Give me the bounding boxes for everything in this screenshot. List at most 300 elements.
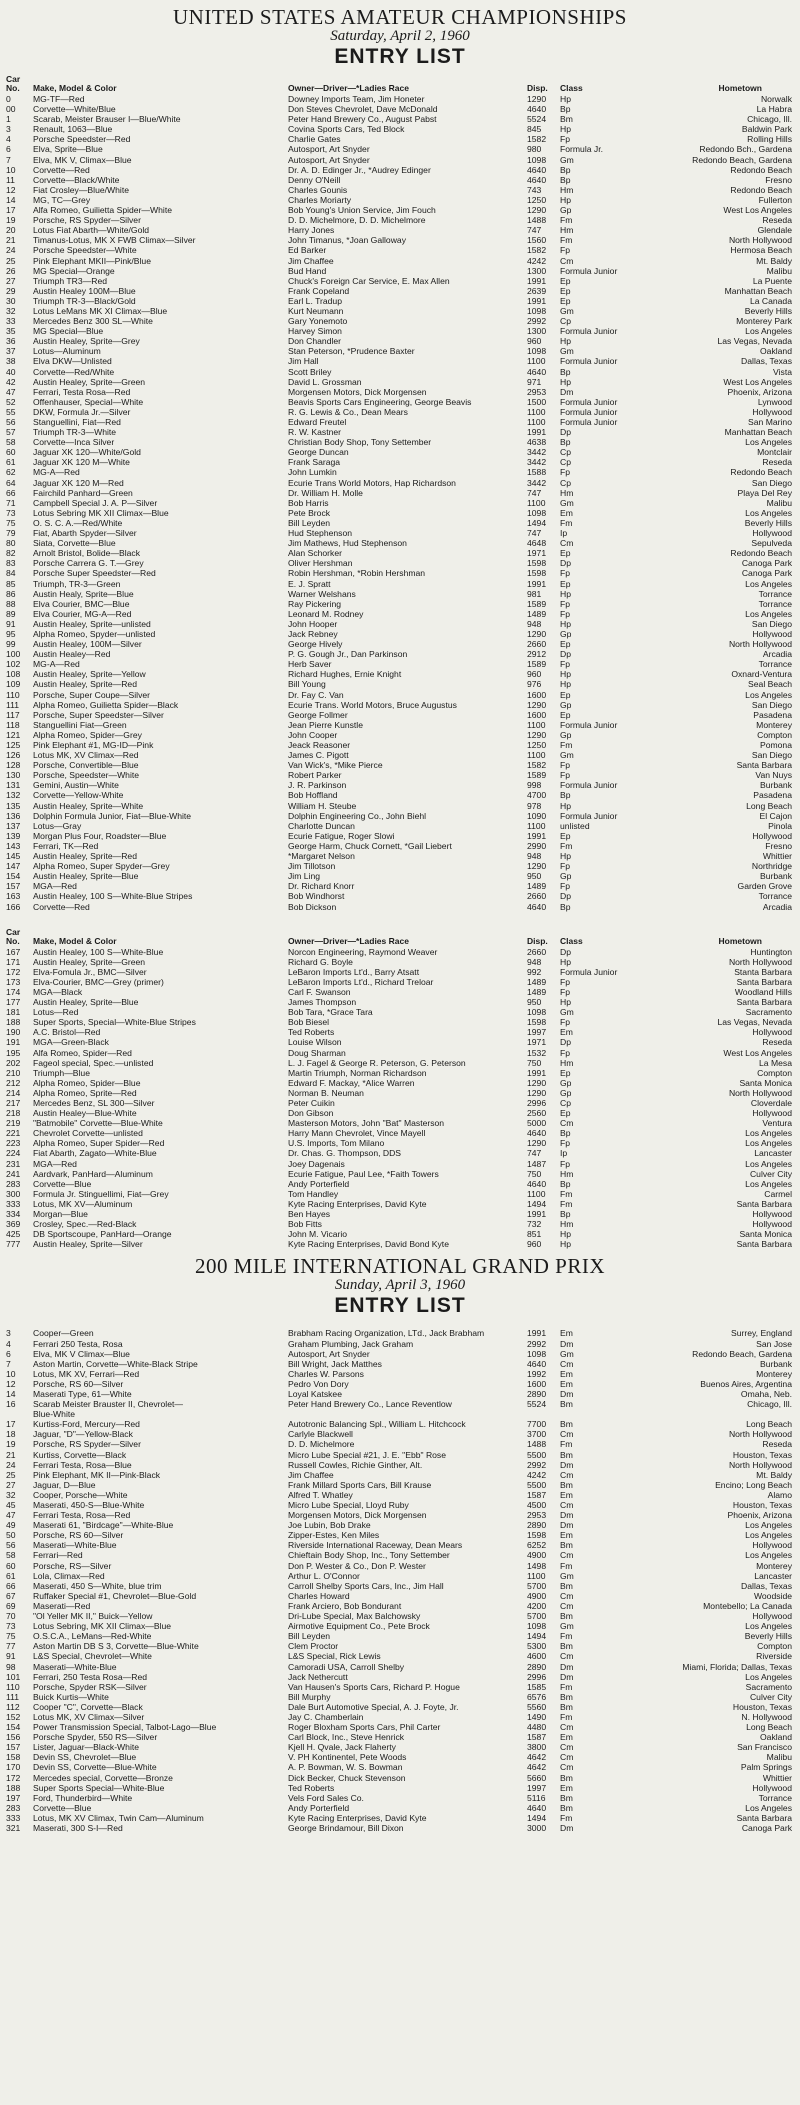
table-row [0, 1480, 800, 1490]
table-row [0, 1439, 800, 1449]
hometown: Houston, Texas [732, 1449, 792, 1460]
car-number: 66 [6, 487, 16, 498]
owner-driver: John Timanus, *Joan Galloway [288, 235, 406, 246]
owner-driver: R. G. Lewis & Co., Dean Mears [288, 406, 408, 417]
car-number: 210 [6, 1067, 21, 1078]
class: Bm [560, 1792, 573, 1803]
hometown: Redondo Bch., Gardena [699, 144, 792, 155]
class: Fp [560, 659, 571, 670]
car-number: 11 [6, 174, 15, 185]
displacement: 4640 [527, 1128, 547, 1139]
class: Gp [560, 871, 572, 882]
displacement: 1100 [527, 406, 546, 417]
hometown: Las Vegas, Nevada [717, 336, 792, 347]
make-model-color: MG, TC—Grey [33, 194, 91, 205]
car-number: 137 [6, 820, 21, 831]
make-model-color: Maserati, 450-S—Blue-White [33, 1500, 145, 1510]
table-row [0, 639, 800, 649]
hometown: Pasadena [753, 709, 792, 720]
class: Em [560, 507, 573, 518]
car-number: 73 [6, 1621, 16, 1632]
hometown: San Francisco [737, 1742, 792, 1753]
class: Gm [560, 1007, 574, 1018]
displacement: 950 [527, 871, 542, 882]
table-row [0, 1339, 800, 1349]
displacement: 2912 [527, 649, 547, 660]
class: Fm [560, 840, 573, 851]
make-model-color: Porsche Super Speedster—Red [33, 568, 156, 579]
car-number: 212 [6, 1077, 21, 1088]
hometown: Fresno [765, 840, 792, 851]
car-number: 24 [6, 1459, 16, 1470]
table-row [0, 1108, 800, 1118]
car-number: 27 [6, 275, 16, 286]
make-model-color: Corvette—Blue [33, 1802, 92, 1813]
displacement: 971 [527, 376, 542, 387]
table-row [0, 1682, 800, 1692]
owner-driver: Ecurie Trans World Motors, Hap Richardson [288, 477, 456, 488]
car-number: 33 [6, 316, 16, 327]
table-row [0, 997, 800, 1007]
table-row [0, 669, 800, 679]
owner-driver: James Thompson [288, 997, 357, 1008]
table-row [0, 821, 800, 831]
car-number: 126 [6, 750, 21, 761]
owner-driver: Don Chandler [288, 336, 342, 347]
displacement: 1532 [527, 1047, 547, 1058]
hometown: Los Angeles [745, 1178, 792, 1189]
hometown: Beverly Hills [744, 305, 792, 316]
make-model-color: Austin Healey, Sprite—Red [33, 679, 137, 690]
owner-driver: Graham Plumbing, Jack Graham [288, 1338, 414, 1349]
car-number: 154 [6, 871, 21, 882]
car-number: 195 [6, 1047, 21, 1058]
class: Gm [560, 497, 574, 508]
class: Fm [560, 517, 573, 528]
displacement: 1098 [527, 305, 547, 316]
make-model-color: Porsche Speedster—Red [33, 134, 131, 145]
make-model-color: Ferrari 250 Testa, Rosa [33, 1338, 123, 1349]
class: Dm [560, 1823, 574, 1833]
table-row [0, 528, 800, 538]
displacement: 1290 [527, 94, 547, 104]
table-row [0, 256, 800, 266]
displacement: 1290 [527, 628, 547, 639]
class: Fm [560, 1198, 573, 1209]
car-number: 66 [6, 1580, 16, 1591]
owner-driver: Micro Lube Special, Lloyd Ruby [288, 1500, 409, 1510]
hometown: Ventura [762, 1118, 792, 1129]
owner-driver: Ray Pickering [288, 598, 342, 609]
table-row [0, 417, 800, 427]
displacement: 2953 [527, 1510, 547, 1521]
owner-driver: John M. Vicario [288, 1229, 348, 1240]
make-model-color: Austin Healey, 100 S—White-Blue Stripes [33, 891, 193, 902]
hometown: Hollywood [752, 830, 792, 841]
class: Ip [560, 528, 568, 539]
col-disp: Disp. [527, 83, 548, 93]
make-model-color: Corvette—Blue [33, 1178, 92, 1189]
owner-driver: Russell Cowles, Richie Ginther, Alt. [288, 1459, 423, 1470]
displacement: 1494 [527, 1631, 547, 1642]
owner-driver: Jim Chaffee [288, 255, 334, 266]
table-row [0, 165, 800, 175]
displacement: 1494 [527, 517, 547, 528]
hometown: Torrance [758, 598, 792, 609]
table-row [0, 947, 800, 957]
make-model-color: Timanus-Lotus, MK X FWB Climax—Silver [33, 235, 196, 246]
car-number: 112 [6, 1701, 20, 1712]
class: Fp [560, 881, 571, 892]
displacement: 851 [527, 1229, 542, 1240]
hometown: Phoenix, Arizona [727, 1510, 792, 1521]
owner-driver: Warner Welshans [288, 588, 356, 599]
make-model-color: Corvette—Yellow-White [33, 790, 124, 801]
class: Em [560, 1368, 573, 1379]
displacement: 1500 [527, 396, 547, 407]
table-row [0, 957, 800, 967]
displacement: 2660 [527, 891, 547, 902]
car-number: 157 [6, 1742, 21, 1753]
class: Formula Junior [560, 396, 618, 407]
table-row [0, 720, 800, 730]
make-model-color: Austin Healey, Sprite—Blue [33, 997, 139, 1008]
displacement: 732 [527, 1219, 542, 1230]
displacement: 4640 [527, 1178, 547, 1189]
table-row [0, 1752, 800, 1762]
make-model-color: Triumph TR-3—Black/Gold [33, 295, 136, 306]
hometown: Culver City [749, 1691, 792, 1702]
owner-driver: Edward F. Mackay, *Alice Warren [288, 1077, 415, 1088]
class: Cm [560, 1358, 574, 1369]
make-model-color: Power Transmission Special, Talbot-Lago—Blue [33, 1722, 217, 1733]
table-row [0, 508, 800, 518]
car-number: 172 [6, 966, 21, 977]
hometown: Surrey, England [731, 1328, 792, 1339]
class: Hp [560, 997, 571, 1008]
table-row [0, 1219, 800, 1229]
table-row [0, 276, 800, 286]
make-model-color: Elva DKW—Unlisted [33, 356, 112, 367]
car-number: 95 [6, 628, 16, 639]
owner-driver: Autosport, Art Snyder [288, 144, 370, 155]
hometown: Miami, Florida; Dallas, Texas [682, 1661, 792, 1672]
make-model-color: Fairchild Panhard—Green [33, 487, 133, 498]
hometown: Santa Barbara [736, 760, 792, 771]
table-row [0, 195, 800, 205]
displacement: 5660 [527, 1772, 547, 1783]
hometown: San Diego [751, 699, 792, 710]
table-row [0, 245, 800, 255]
car-number: 166 [6, 901, 21, 912]
displacement: 1100 [527, 1188, 546, 1199]
owner-driver: Charlie Gates [288, 134, 341, 145]
hometown: Torrance [758, 1792, 792, 1803]
displacement: 1498 [527, 1560, 547, 1571]
hometown: Monterey [756, 719, 792, 730]
owner-driver: John Lumkin [288, 467, 337, 478]
class: Ep [560, 295, 571, 306]
hometown: Torrance [758, 659, 792, 670]
displacement: 1098 [527, 154, 547, 165]
owner-driver: Charlotte Duncan [288, 820, 355, 831]
table-row [0, 124, 800, 134]
section3-subtitle: Sunday, April 3, 1960 [334, 1277, 466, 1294]
displacement: 1598 [527, 568, 547, 579]
table-row [0, 1328, 800, 1338]
car-number: 0 [6, 94, 11, 104]
section3-title: 200 MILE INTERNATIONAL GRAND PRIX [194, 1254, 606, 1279]
class: Ep [560, 709, 571, 720]
class: Fp [560, 1017, 571, 1028]
car-number: 223 [6, 1138, 21, 1149]
make-model-color: Porsche Speedster—White [33, 245, 137, 256]
table-row [0, 1490, 800, 1500]
car-number: 197 [6, 1792, 21, 1803]
hometown: Los Angeles [745, 1671, 792, 1682]
displacement: 6576 [527, 1691, 547, 1702]
class: Fm [560, 1681, 573, 1692]
displacement: 1290 [527, 1087, 547, 1098]
owner-driver: Bud Hand [288, 265, 327, 276]
hometown: Vista [773, 366, 792, 377]
displacement: 1100 [527, 750, 546, 761]
table-row [0, 1389, 800, 1399]
class: Em [560, 1782, 573, 1793]
hometown: Redondo Beach, Gardena [692, 1348, 792, 1359]
make-model-color: Buick Kurtis—White [33, 1691, 109, 1702]
class: Cp [560, 477, 571, 488]
displacement: 948 [527, 618, 542, 629]
owner-driver: Don Steves Chevrolet, Dave McDonald [288, 104, 438, 115]
owner-driver: Ed Barker [288, 245, 327, 256]
hometown: Alamo [767, 1489, 792, 1500]
displacement: 1991 [527, 427, 547, 438]
owner-driver: Ben Hayes [288, 1209, 331, 1220]
hometown: Malibu [766, 1752, 792, 1763]
owner-driver: Camoradi USA, Carroll Shelby [288, 1661, 405, 1672]
class: Ip [560, 1148, 568, 1159]
class: Gm [560, 305, 574, 316]
table-row [0, 1179, 800, 1189]
class: Cm [560, 1752, 574, 1763]
hometown: Dallas, Texas [741, 356, 792, 367]
class: Ep [560, 275, 571, 286]
class: Ep [560, 285, 571, 296]
class: Dm [560, 1671, 574, 1682]
make-model-color: Aston Martin DB S 3, Corvette—Blue-White [33, 1641, 199, 1652]
col-make: Make, Model & Color [33, 935, 117, 946]
hometown: Los Angeles [745, 326, 792, 337]
displacement: 4642 [527, 1752, 547, 1763]
table-row [0, 710, 800, 720]
car-number: 110 [6, 689, 20, 700]
displacement: 5116 [527, 1792, 546, 1803]
hometown: Cloverdale [750, 1098, 792, 1108]
owner-driver: Dri-Lube Special, Max Balchowsky [288, 1611, 421, 1622]
owner-driver: Dolphin Engineering Co., John Biehl [288, 810, 427, 821]
owner-driver: Charles Howard [288, 1590, 350, 1601]
owner-driver: Micro Lube Special #21, J. E. "Ebb" Rose [288, 1449, 447, 1460]
table-row [0, 831, 800, 841]
class: Cm [560, 1469, 574, 1480]
table-row [0, 1823, 800, 1833]
hometown: Pinola [768, 820, 792, 831]
car-number: 57 [6, 427, 16, 438]
make-model-color: Corvette—White/Blue [33, 104, 116, 115]
displacement: 2560 [527, 1108, 547, 1119]
make-model-color: Jaguar XK 120 M—Red [33, 477, 124, 488]
class: Formula Junior [560, 810, 618, 821]
class: Hm [560, 184, 574, 195]
car-number: 25 [6, 255, 16, 266]
col-car-no: Car No. [6, 74, 21, 93]
car-number: 128 [6, 760, 21, 771]
car-number: 21 [6, 1449, 16, 1460]
make-model-color: Stanguellini, Fiat—Red [33, 417, 121, 427]
table-row [0, 801, 800, 811]
make-model-color: Fiat, Abarth Spyder—Silver [33, 528, 137, 539]
owner-driver: E. J. Spratt [288, 578, 331, 589]
make-model-color: Corvette—Red/White [33, 366, 115, 377]
table-row [0, 1813, 800, 1823]
displacement: 948 [527, 956, 542, 967]
displacement: 4640 [527, 164, 547, 175]
car-number: 55 [6, 406, 16, 417]
hometown: Reseda [762, 1037, 792, 1048]
hometown: Carmel [764, 1188, 792, 1199]
hometown: Compton [757, 1641, 792, 1652]
car-number: 170 [6, 1762, 21, 1773]
class: Cm [560, 1651, 574, 1662]
car-number: 125 [6, 740, 21, 750]
car-number: 157 [6, 881, 21, 892]
make-model-color: MG-TF—Red [33, 94, 85, 104]
table-row [0, 296, 800, 306]
owner-driver: Edward Freutel [288, 417, 347, 427]
hometown: Santa Monica [739, 1229, 792, 1240]
table-row [0, 104, 800, 114]
table-row [0, 1530, 800, 1540]
make-model-color: Aardvark, PanHard—Aluminum [33, 1168, 153, 1179]
hometown: Oakland [759, 1732, 792, 1743]
class: Fm [560, 1711, 573, 1722]
col-class: Class [560, 935, 583, 946]
make-model-color: Aston Martin, Corvette—White-Black Stripe [33, 1358, 198, 1369]
class: Bm [560, 1691, 573, 1702]
owner-driver: Van Wick's, *Mike Pierce [288, 760, 383, 771]
class: Bp [560, 174, 571, 185]
class: Gm [560, 1621, 574, 1632]
table-row [0, 266, 800, 276]
class: Fp [560, 986, 571, 997]
table-row [0, 215, 800, 225]
displacement: 2990 [527, 840, 547, 851]
class: Hm [560, 1057, 574, 1068]
make-model-color: O. S. C. A.—Red/White [33, 517, 123, 528]
table-row [0, 1027, 800, 1037]
make-model-color: Jaguar XK 120—White/Gold [33, 447, 141, 458]
displacement: 5300 [527, 1641, 547, 1652]
table-row [0, 1048, 800, 1058]
make-model-color: Austin Healey—Red [33, 649, 111, 660]
owner-driver: Harry Mann Chevrolet, Vince Mayell [288, 1128, 426, 1139]
make-model-color: Elva Courier, MG-A—Red [33, 608, 132, 619]
displacement: 2890 [527, 1388, 547, 1399]
car-number: 172 [6, 1772, 21, 1783]
hometown: Torrance [758, 588, 792, 599]
displacement: 3700 [527, 1429, 547, 1440]
class: Cm [560, 1742, 574, 1753]
make-model-color: Austin Healey—Blue-White [33, 1108, 137, 1119]
make-model-color: Lotus Fiat Abarth—White/Gold [33, 225, 150, 236]
table-row [0, 1540, 800, 1550]
class: Gp [560, 1077, 572, 1088]
owner-driver: Bob Biesel [288, 1017, 330, 1028]
car-number: 42 [6, 376, 16, 387]
make-model-color: Austin Healey, 100 S—White-Blue [33, 946, 164, 957]
make-model-color: Offenhauser, Special—White [33, 396, 144, 407]
hometown: Monterey [756, 1560, 792, 1571]
table-row [0, 1631, 800, 1641]
car-number: 60 [6, 1560, 16, 1571]
owner-driver: John Cooper [288, 729, 338, 740]
table-row [0, 1732, 800, 1742]
make-model-color: Ferrari, Testa Rosa—Red [33, 386, 131, 397]
table-row [0, 144, 800, 154]
car-number: 71 [6, 497, 16, 508]
displacement: 4640 [527, 104, 547, 115]
table-row [0, 1550, 800, 1560]
table-row [0, 225, 800, 235]
owner-driver: Pete Brock [288, 507, 331, 518]
owner-driver: Denny O'Neill [288, 174, 341, 185]
hometown: Stanta Barbara [734, 966, 792, 977]
owner-driver: Autotronic Balancing Spl., William L. Hitchcock [288, 1419, 466, 1430]
table-row [0, 851, 800, 861]
make-model-color: Maserati Type, 61—White [33, 1388, 132, 1399]
displacement: 4648 [527, 538, 547, 549]
car-number: 83 [6, 558, 16, 569]
displacement: 1250 [527, 194, 547, 205]
owner-driver: William H. Steube [288, 800, 357, 811]
car-number: 17 [6, 1419, 16, 1430]
car-number: 118 [6, 719, 20, 730]
displacement: 1997 [527, 1782, 547, 1793]
class: Cp [560, 316, 571, 327]
car-number: 177 [6, 997, 21, 1008]
car-number: 85 [6, 578, 16, 589]
table-row [0, 457, 800, 467]
owner-driver: Carlyle Blackwell [288, 1429, 353, 1440]
table-row [0, 881, 800, 891]
car-number: 214 [6, 1087, 21, 1098]
owner-driver: James C. Pigott [288, 750, 349, 761]
displacement: 960 [527, 1239, 542, 1250]
car-number: 163 [6, 891, 21, 902]
table-row [0, 1742, 800, 1752]
class: Dm [560, 1520, 574, 1531]
displacement: 4640 [527, 366, 547, 377]
table-row [0, 679, 800, 689]
owner-driver: Doug Sharman [288, 1047, 346, 1058]
make-model-color: Lola, Climax—Red [33, 1570, 105, 1581]
class: Dm [560, 1338, 574, 1349]
class: Gp [560, 205, 572, 216]
hometown: Montebello; La Canada [703, 1600, 792, 1611]
class: Bm [560, 1479, 573, 1490]
table-row [0, 619, 800, 629]
